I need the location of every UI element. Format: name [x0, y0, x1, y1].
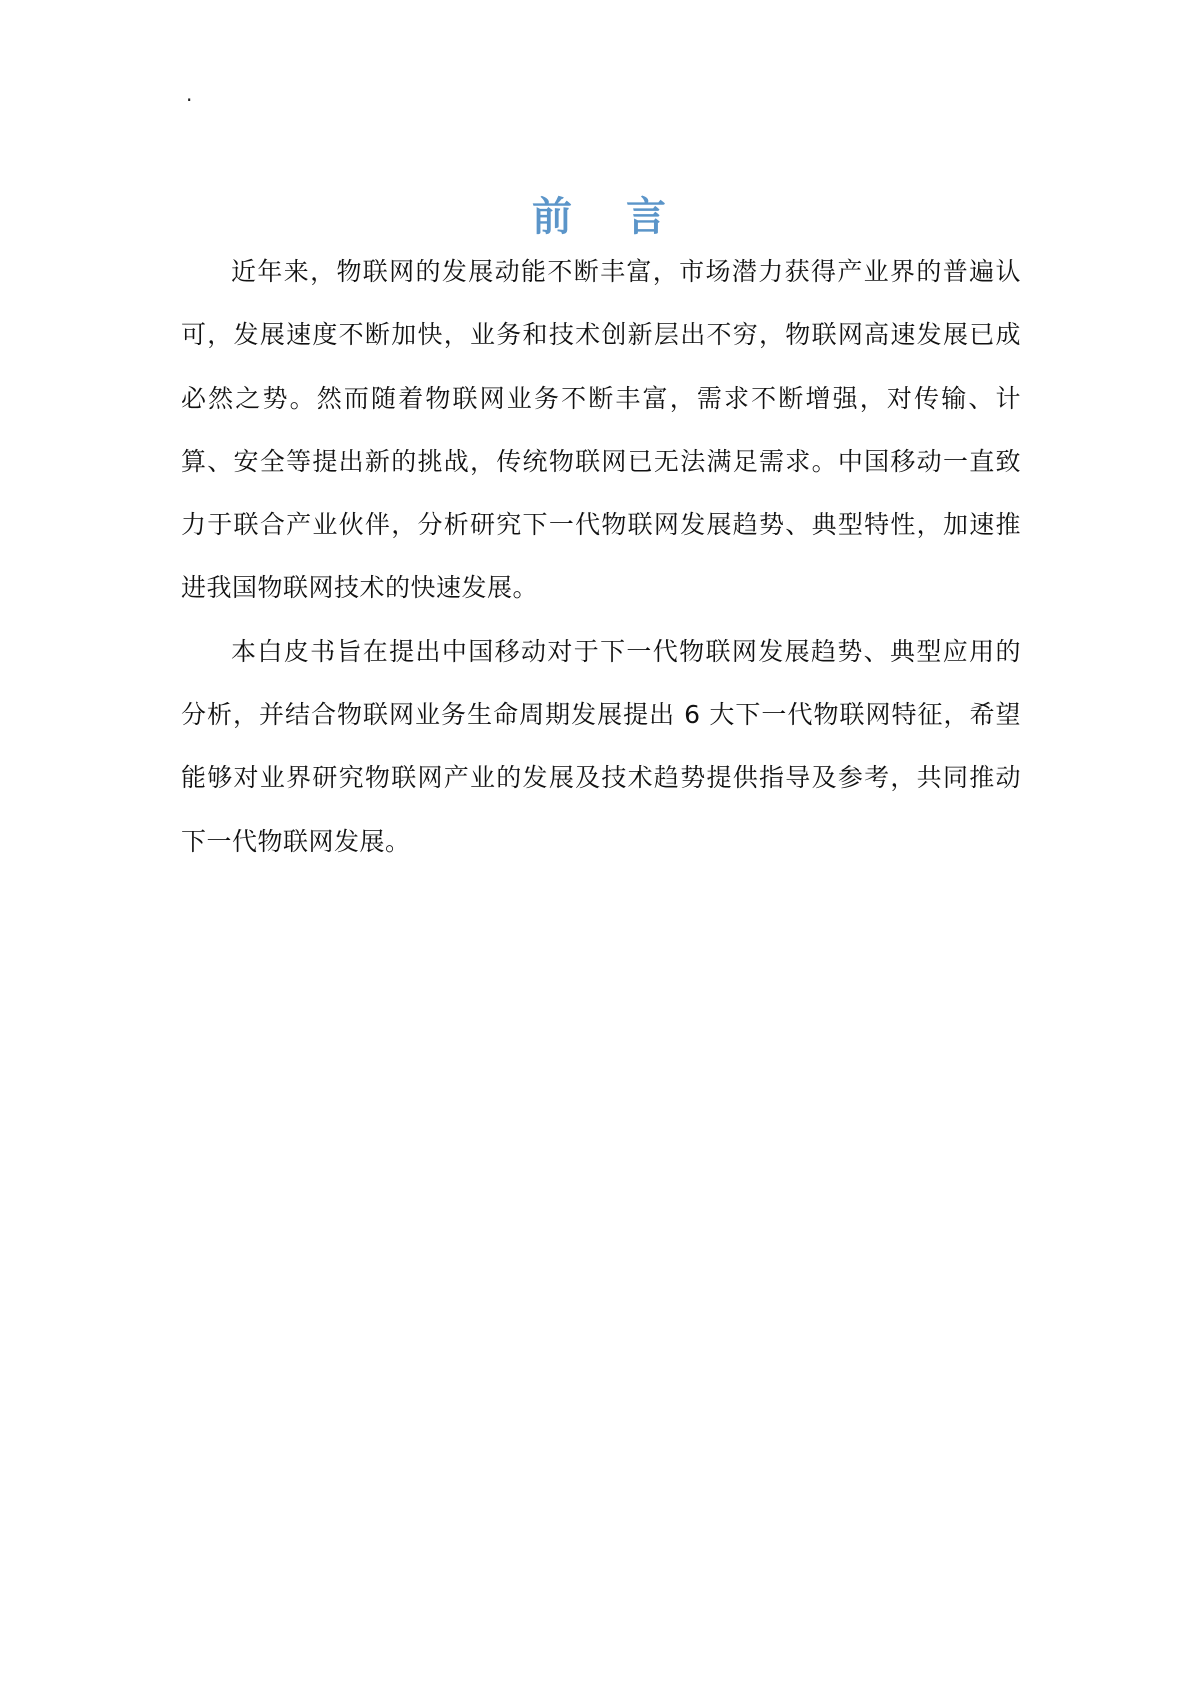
- title-char-1: 前: [532, 193, 574, 240]
- paragraph-1: 近年来，物联网的发展动能不断丰富，市场潜力获得产业界的普遍认可，发展速度不断加快，业务和技术创新层出不穷，物联网高速发展已成必然之势。然而随着物联网业务不断丰富，需求不断增强，对传输、计算、安全等提出新的挑战，传统物联网已无法满足需求。中国移动一直致力于联合产业伙伴，分析研究下一代物联网发展趋势、典型特性，加速推进我国物联网技术的快速发展。: [181, 257, 1021, 603]
- preface-body: [181, 240, 1021, 873]
- page-title: [0, 192, 1200, 242]
- corner-mark: .: [186, 82, 193, 106]
- paragraph-2: 本白皮书旨在提出中国移动对于下一代物联网发展趋势、典型应用的分析，并结合物联网业务生命周期发展提出 6 大下一代物联网特征，希望能够对业界研究物联网产业的发展及技术趋势提供指导及参考，共同推动下一代物联网发展。: [181, 636, 1021, 856]
- title-char-2: 言: [626, 193, 668, 240]
